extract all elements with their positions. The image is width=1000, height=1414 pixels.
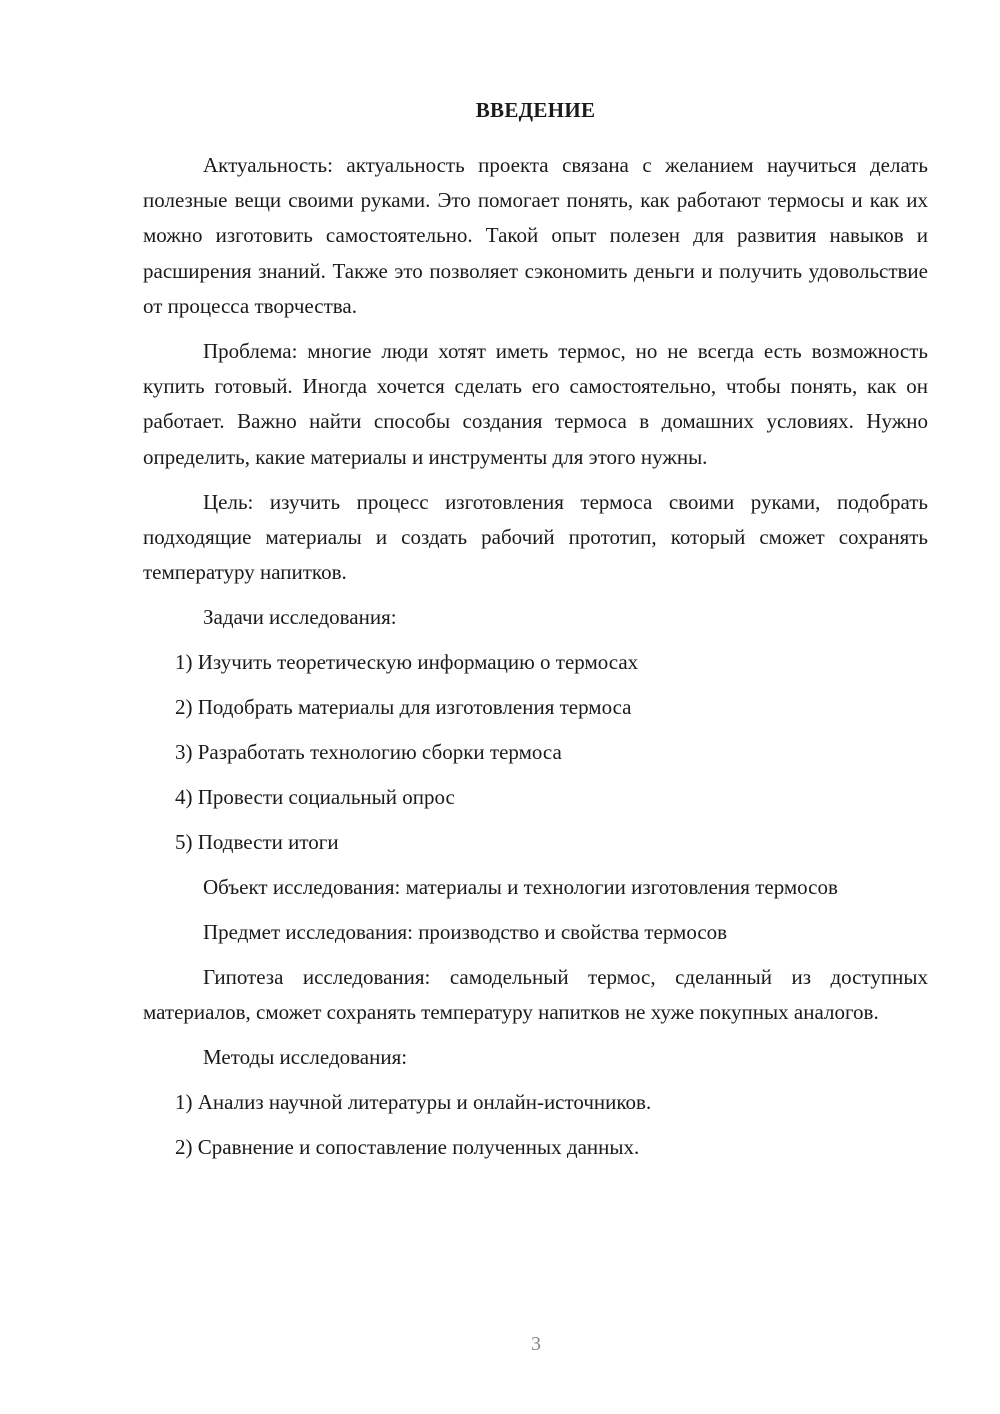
- hypothesis-paragraph: Гипотеза исследования: самодельный термос, сделанный из доступных материалов, сможет сохранять температуру напитков не хуже покупных аналогов.: [143, 965, 928, 1025]
- object-paragraph: Объект исследования: материалы и технологии изготовления термосов: [203, 874, 838, 899]
- method-item: 2) Сравнение и сопоставление полученных данных.: [175, 1134, 640, 1159]
- method-item: 1) Анализ научной литературы и онлайн-источников.: [175, 1089, 652, 1114]
- task-item: 3) Разработать технологию сборки термоса: [175, 739, 562, 764]
- methods-list: [143, 1085, 928, 1165]
- task-item: 4) Провести социальный опрос: [175, 784, 455, 809]
- methods-heading: Методы исследования:: [203, 1045, 408, 1070]
- subject-paragraph: Предмет исследования: производство и свойства термосов: [203, 919, 728, 944]
- section-heading: ВВЕДЕНИЕ: [475, 98, 596, 122]
- tasks-list: [143, 645, 928, 860]
- task-item: 5) Подвести итоги: [175, 829, 339, 854]
- task-item: 2) Подобрать материалы для изготовления термоса: [175, 694, 632, 719]
- tasks-heading: Задачи исследования:: [203, 605, 397, 630]
- goal-paragraph: Цель: изучить процесс изготовления термоса своими руками, подобрать подходящие материалы и создать рабочий прототип, который сможет сохранять температуру напитков.: [143, 489, 928, 585]
- relevance-paragraph: Актуальность: актуальность проекта связана с желанием научиться делать полезные вещи своими руками. Это помогает понять, как работают термосы и как их можно изготовить самостоятельно. Такой опыт полезен для развития навыков и расширения знаний. Также это позволяет сэкономить деньги и получить удовольствие от процесса творчества.: [143, 153, 928, 318]
- page-number: 3: [531, 1333, 541, 1355]
- document-page: [143, 90, 928, 1175]
- task-item: 1) Изучить теоретическую информацию о термосах: [175, 649, 639, 674]
- problem-paragraph: Проблема: многие люди хотят иметь термос, но не всегда есть возможность купить готовый. Иногда хочется сделать его самостоятельно, чтобы понять, как он работает. Важно найти способы создания термоса в домашних условиях. Нужно определить, какие материалы и инструменты для этого нужны.: [143, 339, 928, 469]
